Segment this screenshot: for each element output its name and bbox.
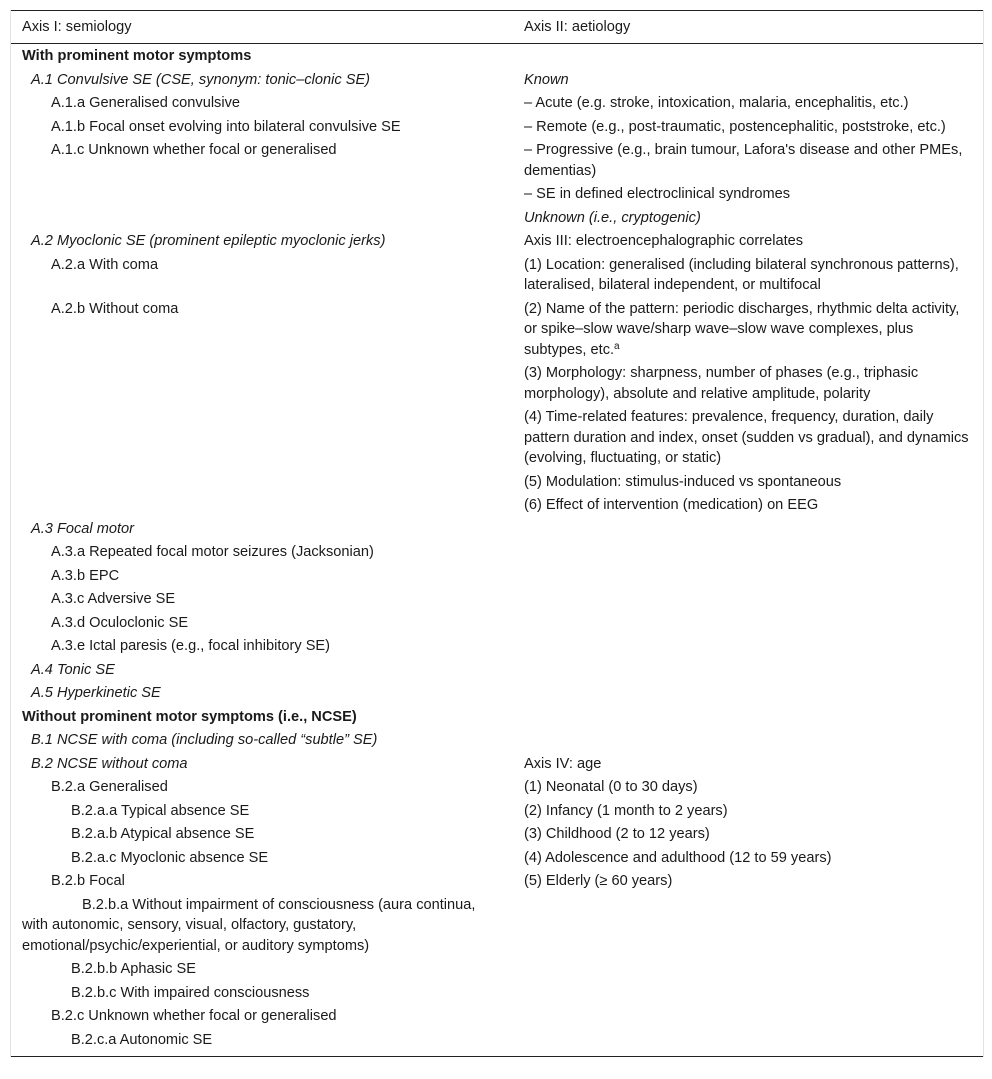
- cell-right: (3) Morphology: sharpness, number of phases (e.g., triphasic morphology), absolute and relative amplitude, polarity: [524, 365, 919, 402]
- subtype-label: B.2.a Generalised: [51, 779, 168, 795]
- subtype-label: A.3.e Ictal paresis (e.g., focal inhibitory SE): [51, 638, 331, 654]
- cell-right: (5) Elderly (≥ 60 years): [524, 873, 673, 889]
- cell-right: [513, 517, 983, 541]
- table-row: [11, 517, 983, 541]
- axis-heading: Axis IV: age: [524, 755, 602, 772]
- cell-right: – SE in defined electroclinical syndromes: [524, 186, 791, 202]
- table-row: [11, 822, 983, 846]
- table-row: [11, 981, 983, 1005]
- table-row: [11, 728, 983, 752]
- subsubtype-label: B.2.a.c Myoclonic absence SE: [71, 849, 269, 866]
- cell-right: [513, 681, 983, 705]
- table-row: [11, 752, 983, 776]
- cell-right: (1) Location: generalised (including bilateral synchronous patterns), lateralised, bilateral independent, or multifocal: [524, 256, 959, 293]
- table-row: [11, 229, 983, 253]
- table-header-row: [11, 11, 983, 44]
- category-label: B.2 NCSE without coma: [31, 755, 188, 772]
- subsubtype-label: B.2.b.a Without impairment of consciousness (aura continua, with autonomic, sensory, visual, olfactory, gustatory, emotional/psychic/experiential, or auditory symptoms): [22, 896, 476, 954]
- subtype-label: A.3.b EPC: [51, 567, 120, 584]
- status-epilepticus-classification-table: [11, 10, 983, 1057]
- table-row: [11, 182, 983, 206]
- cell-right: [513, 587, 983, 611]
- cell-right: [513, 634, 983, 658]
- header-axis-i: Axis I: semiology: [22, 19, 132, 35]
- table-row: [11, 206, 983, 230]
- cell-right: [513, 44, 983, 68]
- cell-right: [513, 540, 983, 564]
- table-row: [11, 658, 983, 682]
- table-row: [11, 470, 983, 494]
- subtype-label: A.3.c Adversive SE: [51, 591, 176, 607]
- cell-text: (2) Name of the pattern: periodic discharges, rhythmic delta activity, or spike–slow wave/sharp wave–slow wave complexes, plus subtypes, etc.: [524, 300, 960, 358]
- category-label: A.2 Myoclonic SE (prominent epileptic myoclonic jerks): [31, 233, 386, 249]
- table-row: [11, 138, 983, 182]
- subsubtype-label: B.2.b.c With impaired consciousness: [71, 984, 310, 1001]
- cell-right: – Remote (e.g., post-traumatic, postencephalitic, poststroke, etc.): [524, 118, 946, 135]
- subtype-label: A.1.a Generalised convulsive: [51, 95, 241, 111]
- subtype-label: B.2.c Unknown whether focal or generalised: [51, 1008, 337, 1024]
- cell-right: – Acute (e.g. stroke, intoxication, malaria, encephalitis, etc.): [524, 95, 909, 111]
- table-row: [11, 540, 983, 564]
- cell-right: [513, 728, 983, 752]
- axis-heading: Axis III: electroencephalographic correlates: [524, 233, 804, 249]
- table-row: [11, 799, 983, 823]
- cell-left: [11, 361, 513, 405]
- table-row: [11, 869, 983, 893]
- cell-right: [513, 981, 983, 1005]
- cell-right: [513, 1004, 983, 1028]
- cell-right: [513, 297, 983, 362]
- category-label: A.4 Tonic SE: [31, 661, 115, 678]
- table-row: [11, 893, 983, 958]
- cell-left: [11, 206, 513, 230]
- table-row: [11, 115, 983, 139]
- category-label: A.1 Convulsive SE (CSE, synonym: tonic–clonic SE): [31, 71, 371, 88]
- cell-right: [513, 705, 983, 729]
- table-row: [11, 611, 983, 635]
- table-row: [11, 681, 983, 705]
- subtype-label: A.1.b Focal onset evolving into bilateral convulsive SE: [51, 118, 401, 135]
- subtype-label: A.2.a With coma: [51, 256, 159, 273]
- table-row: [11, 775, 983, 799]
- cell-right: (3) Childhood (2 to 12 years): [524, 826, 710, 842]
- subsubtype-label: B.2.c.a Autonomic SE: [71, 1031, 213, 1048]
- table-row: [11, 68, 983, 92]
- cell-right: (1) Neonatal (0 to 30 days): [524, 779, 698, 795]
- header-axis-ii: Axis II: aetiology: [524, 19, 631, 35]
- cell-right: [513, 957, 983, 981]
- subtype-label: A.1.c Unknown whether focal or generalised: [51, 142, 337, 158]
- table-row: [11, 634, 983, 658]
- subtype-label: A.3.a Repeated focal motor seizures (Jacksonian): [51, 544, 374, 560]
- cell-left: [11, 405, 513, 470]
- cell-right: [513, 658, 983, 682]
- section-heading: Without prominent motor symptoms (i.e., NCSE): [22, 708, 357, 725]
- cell-right: (2) Infancy (1 month to 2 years): [524, 802, 728, 819]
- cell-right: (5) Modulation: stimulus-induced vs spontaneous: [524, 473, 842, 490]
- cell-right: – Progressive (e.g., brain tumour, Lafora's disease and other PMEs, dementias): [524, 142, 963, 179]
- cell-right: [513, 893, 983, 958]
- category-label: A.3 Focal motor: [31, 520, 135, 537]
- table-row: [11, 405, 983, 470]
- table-row: [11, 361, 983, 405]
- subsubtype-label: B.2.b.b Aphasic SE: [71, 961, 196, 977]
- category-label: A.5 Hyperkinetic SE: [31, 685, 161, 701]
- subtype-label: A.3.d Oculoclonic SE: [51, 614, 189, 631]
- table-row: [11, 493, 983, 517]
- subheading-right: Unknown (i.e., cryptogenic): [524, 209, 701, 226]
- subsubtype-label: B.2.a.a Typical absence SE: [71, 802, 250, 819]
- table-row: [11, 957, 983, 981]
- cell-right: [513, 564, 983, 588]
- table-row: [11, 705, 983, 729]
- table-row: [11, 587, 983, 611]
- cell-right: (6) Effect of intervention (medication) on EEG: [524, 497, 819, 513]
- cell-right: [513, 611, 983, 635]
- table-row: [11, 564, 983, 588]
- subsubtype-label: B.2.a.b Atypical absence SE: [71, 826, 255, 842]
- table-row: [11, 253, 983, 297]
- category-label: B.1 NCSE with coma (including so-called “subtle” SE): [31, 732, 378, 748]
- table-row: [11, 297, 983, 362]
- table-row: [11, 44, 983, 68]
- footnote-marker: a: [614, 340, 620, 352]
- cell-right: (4) Adolescence and adulthood (12 to 59 years): [524, 849, 832, 866]
- table-row: [11, 91, 983, 115]
- subtype-label: A.2.b Without coma: [51, 300, 179, 317]
- cell-left: [11, 470, 513, 494]
- cell-left: [11, 493, 513, 517]
- classification-table-container: [10, 10, 984, 1057]
- section-heading: With prominent motor symptoms: [22, 48, 252, 64]
- subheading-right: Known: [524, 71, 569, 88]
- cell-right: (4) Time-related features: prevalence, frequency, duration, daily pattern duration and index, onset (sudden vs gradual), and dynamics (evolving, fluctuating, or static): [524, 409, 969, 466]
- table-row: [11, 1004, 983, 1028]
- cell-right: [513, 1028, 983, 1057]
- table-row: [11, 846, 983, 870]
- table-row: [11, 1028, 983, 1057]
- cell-left: [11, 182, 513, 206]
- subtype-label: B.2.b Focal: [51, 873, 125, 889]
